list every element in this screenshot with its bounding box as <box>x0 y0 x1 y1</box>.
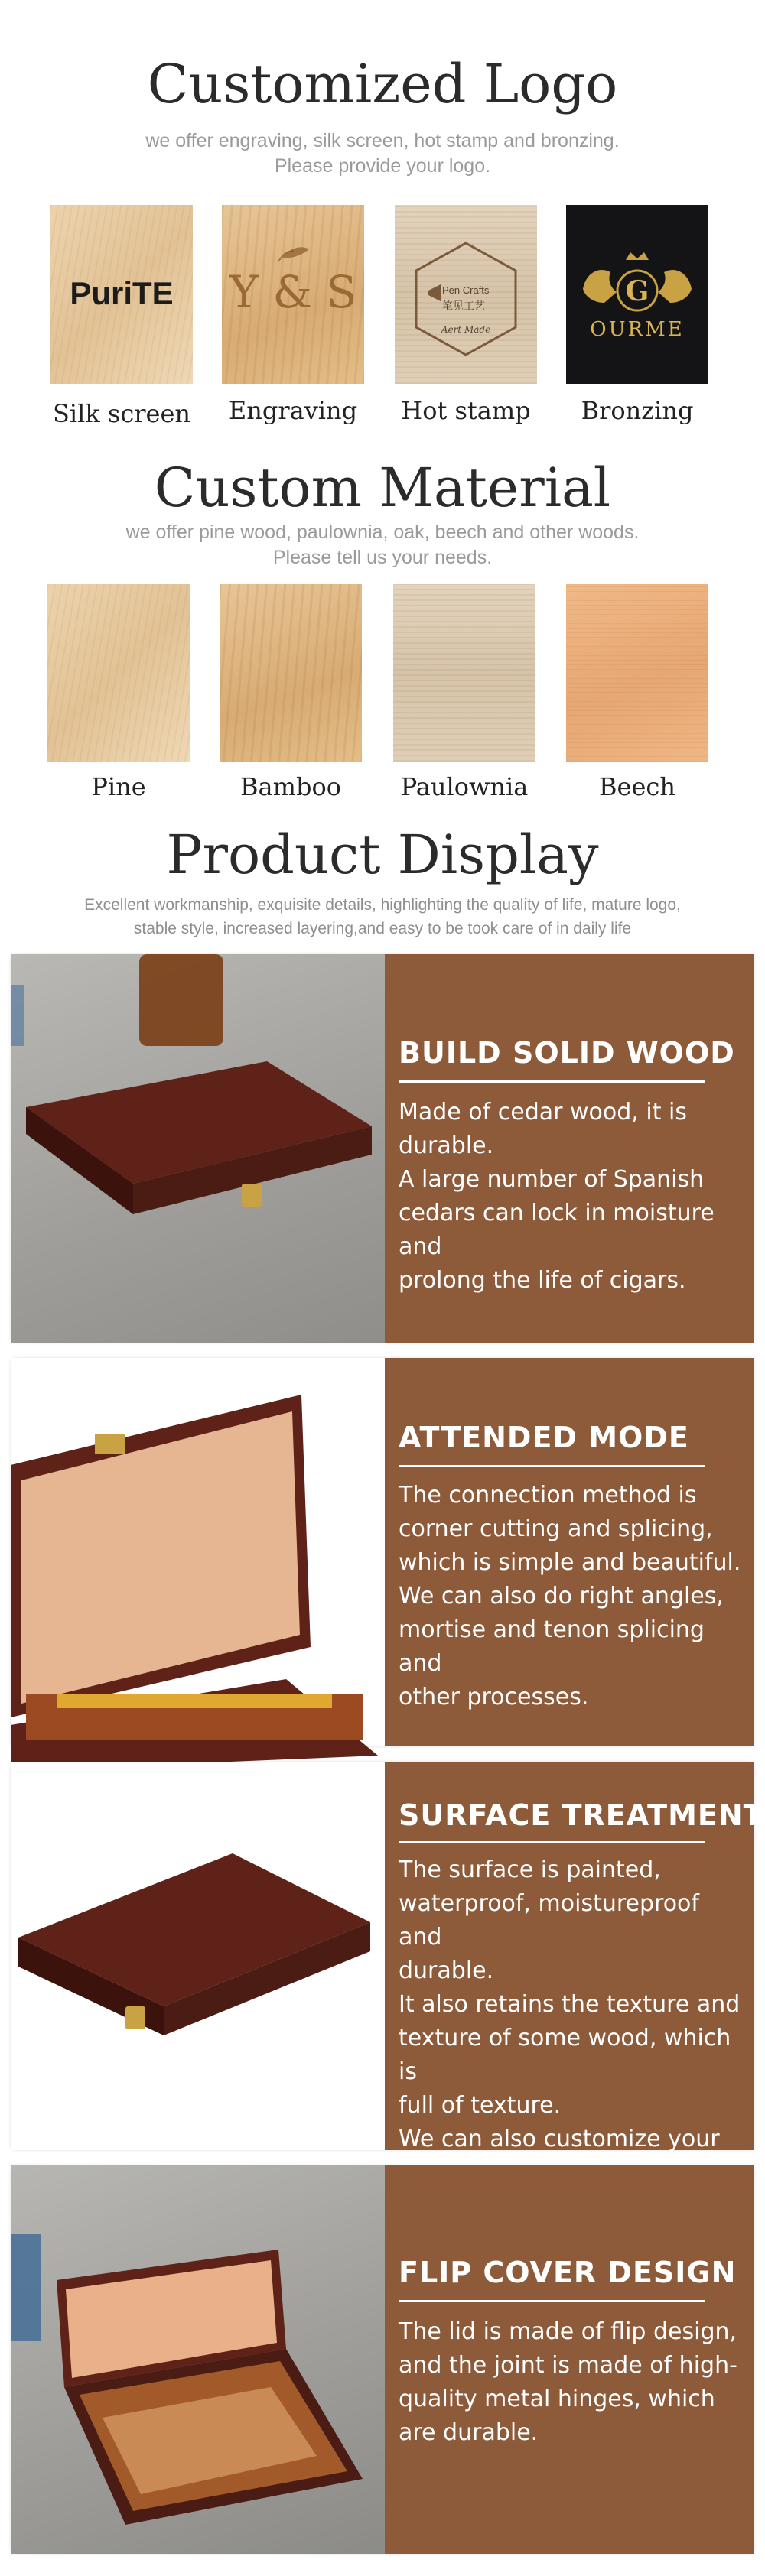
attended-mode-heading: ATTENDED MODE <box>399 1421 689 1454</box>
attended-mode-line-5: mortise and tenon splicing and <box>399 1616 705 1677</box>
attended-mode-divider <box>399 1465 705 1467</box>
surface-treatment-divider <box>399 1841 705 1843</box>
silk-screen-logo-text: PuriTE <box>70 275 174 311</box>
mahogany-box-illustration <box>11 1762 385 2150</box>
paulownia-sample <box>393 584 536 762</box>
open-box-gray-photo <box>11 2165 385 2554</box>
hot-stamp-text-line2: 笔见工艺 <box>442 300 485 313</box>
surface-treatment-body <box>399 1853 747 2190</box>
flip-cover-line-1: The lid is made of flip design, <box>399 2318 737 2345</box>
product-panel-flip-cover <box>11 2165 754 2554</box>
flip-cover-line-2: and the joint is made of high- <box>399 2352 737 2379</box>
flip-cover-text-panel <box>385 2165 754 2554</box>
flip-cover-body <box>399 2315 747 2450</box>
bronzing-sample <box>566 205 708 384</box>
product-panel-solid-wood <box>11 954 754 1343</box>
surface-treatment-heading: SURFACE TREATMENT <box>399 1798 764 1832</box>
solid-wood-line-5: prolong the life of cigars. <box>399 1267 686 1294</box>
surface-treatment-line-2: waterproof, moistureproof and <box>399 1890 699 1951</box>
engraving-logo-text: Y & S <box>229 266 357 318</box>
flip-cover-divider <box>399 2300 705 2302</box>
material-section-subtitle-line1: we offer pine wood, paulownia, oak, beech and other woods. <box>125 521 640 543</box>
flip-cover-box-illustration <box>11 2165 385 2554</box>
material-section-title: Custom Material <box>154 456 611 519</box>
beech-label: Beech <box>599 772 675 801</box>
bronzing-label: Bronzing <box>581 396 694 425</box>
attended-mode-text-panel <box>385 1358 754 1746</box>
surface-treatment-line-4: It also retains the texture and <box>399 1991 741 2018</box>
display-section-title: Product Display <box>166 823 599 886</box>
bronzing-crest-letter: G <box>625 275 649 307</box>
surface-treatment-line-3: durable. <box>399 1957 494 1984</box>
surface-treatment-text-panel <box>385 1762 764 2152</box>
solid-wood-body <box>399 1096 747 1298</box>
pine-sample <box>47 584 190 762</box>
attended-mode-line-1: The connection method is <box>399 1482 697 1509</box>
open-cigar-box-illustration <box>11 1358 385 1746</box>
surface-treatment-line-5: texture of some wood, which is <box>399 2025 731 2085</box>
solid-wood-line-1: Made of cedar wood, it is <box>399 1099 687 1126</box>
hot-stamp-sample <box>395 205 537 384</box>
silk-screen-label: Silk screen <box>52 399 191 428</box>
engraving-label: Engraving <box>228 396 358 425</box>
material-section-subtitle-line2: Please tell us your needs. <box>272 547 493 568</box>
solid-wood-line-2: durable. <box>399 1132 494 1159</box>
hot-stamp-label: Hot stamp <box>401 396 531 425</box>
engraving-sample <box>222 205 364 384</box>
surface-treatment-line-1: The surface is painted, <box>399 1856 661 1883</box>
logo-section-title: Customized Logo <box>147 53 618 115</box>
attended-mode-line-6: other processes. <box>399 1684 589 1710</box>
logo-section-subtitle-line1: we offer engraving, silk screen, hot stamp and bronzing. <box>145 130 620 151</box>
attended-mode-line-4: We can also do right angles, <box>399 1583 724 1610</box>
closed-box-photo <box>11 954 385 1343</box>
flip-cover-line-4: are durable. <box>399 2419 539 2446</box>
bamboo-sample <box>220 584 362 762</box>
surface-treatment-line-7: We can also customize your <box>399 2126 720 2152</box>
beech-sample <box>566 584 708 762</box>
paulownia-label: Paulownia <box>400 772 529 801</box>
bamboo-label: Bamboo <box>240 772 341 801</box>
pine-label: Pine <box>91 772 146 801</box>
open-box-photo <box>11 1358 385 1746</box>
display-section-subtitle-line1: Excellent workmanship, exquisite details, highlighting the quality of life, mature logo, <box>84 896 681 914</box>
display-section-subtitle-line2: stable style, increased layering,and easy to be took care of in daily life <box>133 920 632 937</box>
solid-wood-line-3: A large number of Spanish <box>399 1166 705 1193</box>
solid-wood-text-panel <box>385 954 754 1343</box>
flip-cover-line-3: quality metal hinges, which <box>399 2386 715 2412</box>
attended-mode-line-3: which is simple and beautiful. <box>399 1549 741 1576</box>
attended-mode-body <box>399 1479 747 1714</box>
closed-box-white-photo <box>11 1762 385 2150</box>
solid-wood-line-4: cedars can lock in moisture and <box>399 1200 715 1260</box>
product-panel-surface-treatment <box>11 1762 764 2152</box>
surface-treatment-line-6: full of texture. <box>399 2092 562 2119</box>
logo-section-subtitle-line2: Please provide your logo. <box>274 155 491 177</box>
attended-mode-line-2: corner cutting and splicing, <box>399 1515 713 1542</box>
hot-stamp-text-line3: Aert Made <box>441 324 491 335</box>
solid-wood-divider <box>399 1080 705 1083</box>
hot-stamp-text-line1: Pen Crafts <box>442 284 490 296</box>
bronzing-logo-text: OURME <box>590 318 685 341</box>
product-panel-attended-mode <box>11 1358 754 1746</box>
solid-wood-heading: BUILD SOLID WOOD <box>399 1036 735 1070</box>
silk-screen-sample <box>50 205 193 384</box>
flip-cover-heading: FLIP COVER DESIGN <box>399 2256 737 2289</box>
closed-cigar-box-illustration <box>11 954 385 1343</box>
